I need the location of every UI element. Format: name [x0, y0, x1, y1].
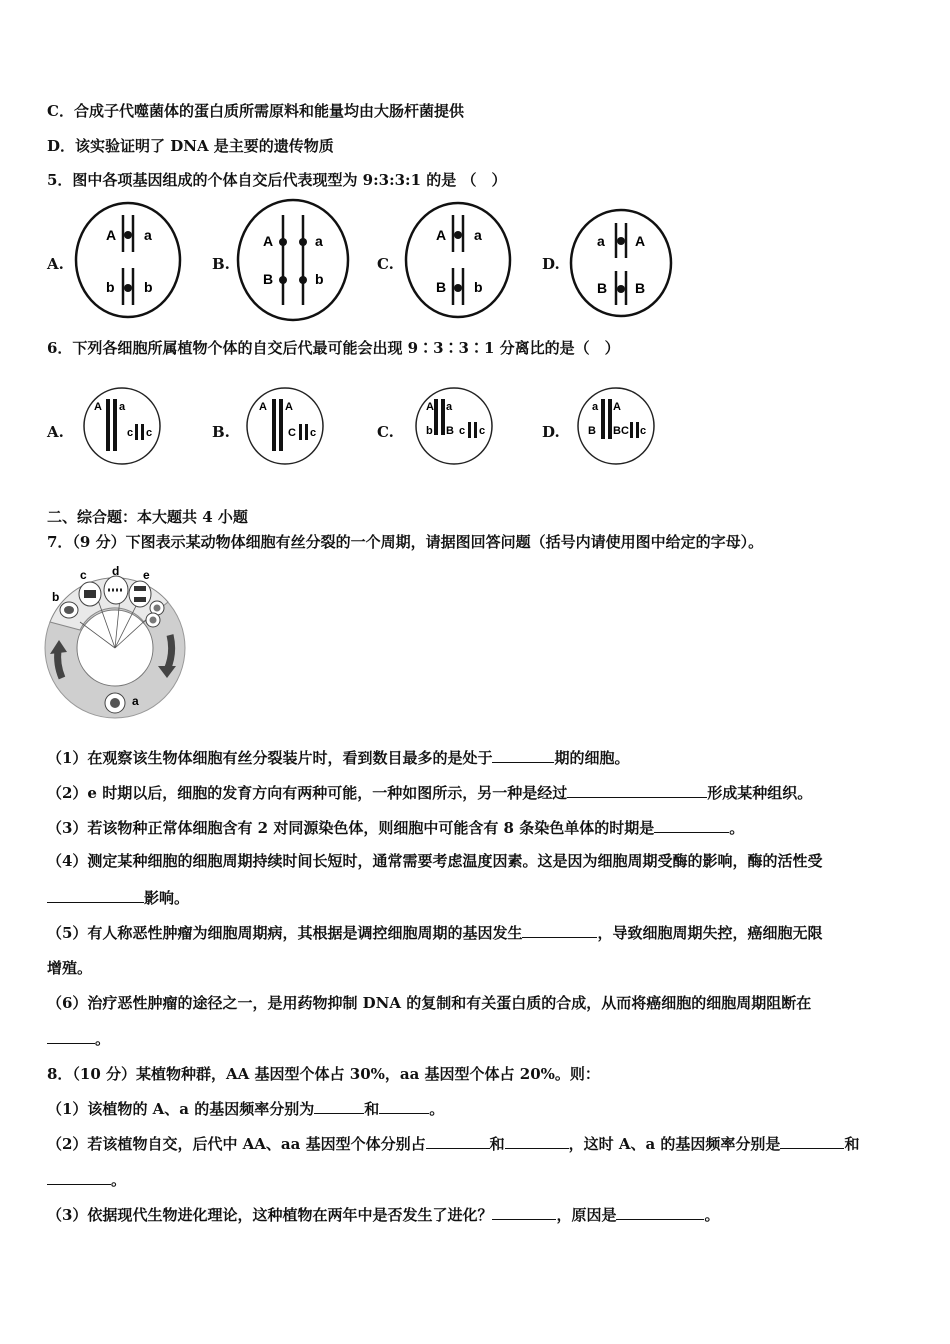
q5-d-bottom-left: B	[597, 280, 608, 296]
fig-label-b: b	[52, 590, 60, 604]
q7-sub6: （6）治疗恶性肿瘤的途径之一，是用药物抑制 DNA 的复制和有关蛋白质的合成，从而将癌细胞的细胞周期阻断在	[47, 994, 812, 1012]
q6-c-gene-5: c	[459, 425, 466, 437]
q5-option-d-label: D.	[542, 255, 560, 273]
q5-b-bottom-left: B	[263, 271, 274, 287]
fig-label-d: d	[112, 564, 120, 578]
q6-cell-c	[416, 388, 492, 464]
q4-option-c: C．合成子代噬菌体的蛋白质所需原料和能量均由大肠杆菌提供	[47, 102, 464, 120]
q5-a-bottom-right: b	[144, 279, 153, 295]
q6-d-gene-5: C	[621, 425, 629, 437]
q5-option-b-label: B.	[212, 255, 230, 273]
q7-sub4: （4）测定某种细胞的细胞周期持续时间长短时，通常需要考虑温度因素。这是因为细胞周期受酶的影响，酶的活性受	[47, 852, 823, 870]
q7-sub3: （3）若该物种正常体细胞含有 2 对同源染色体，则细胞中可能含有 8 条染色单体的时期是 。	[47, 819, 745, 837]
q6-c-gene-4: B	[446, 425, 454, 437]
q6-a-gene-3: c	[127, 427, 134, 439]
q6-stem: 6．下列各细胞所属植物个体的自交后代最可能会出现 9∶3∶3∶1 分离比的是（ ）	[47, 339, 620, 357]
q6-c-gene-2: a	[446, 401, 453, 413]
q5-a-top-right: a	[144, 227, 152, 243]
q6-c-gene-3: b	[426, 425, 433, 437]
fig-label-a: a	[132, 694, 139, 708]
q5-cell-b	[238, 200, 348, 320]
q5-a-bottom-left: b	[106, 279, 115, 295]
q5-c-bottom-right: b	[474, 279, 483, 295]
q5-cell-a	[76, 203, 180, 317]
q5-cell-d	[571, 210, 671, 316]
q8-sub2: （2）若该植物自交，后代中 AA、aa 基因型个体分别占 和 ，这时 A、a 的基因频率分别是 和	[47, 1135, 860, 1153]
q6-option-a-label: A.	[47, 423, 64, 441]
q5-figures	[0, 195, 950, 325]
q6-option-c-label: C.	[377, 423, 394, 441]
q6-option-d-label: D.	[542, 423, 560, 441]
q6-cell-d	[578, 388, 654, 464]
q5-d-top-left: a	[597, 233, 605, 249]
q6-a-gene-2: a	[119, 401, 126, 413]
q6-b-gene-2: A	[285, 401, 293, 413]
q7-sub1: （1）在观察该生物体细胞有丝分裂装片时，看到数目最多的是处于 期的细胞。	[47, 749, 630, 767]
q5-cell-c	[406, 203, 510, 317]
q6-b-gene-4: c	[310, 427, 317, 439]
q5-b-top-right: a	[315, 233, 323, 249]
cell-cycle-diagram	[40, 560, 200, 725]
q7-stem: 7．（9 分）下图表示某动物体细胞有丝分裂的一个周期，请据图回答问题（括号内请使用图中给定的字母）。	[47, 533, 764, 551]
q5-option-a-label: A.	[47, 255, 64, 273]
q4-option-d: D．该实验证明了 DNA 是主要的遗传物质	[47, 137, 334, 155]
q7-sub5: （5）有人称恶性肿瘤为细胞周期病，其根据是调控细胞周期的基因发生 ，导致细胞周期失控，癌细胞无限	[47, 924, 823, 942]
q8-sub3: （3）依据现代生物进化理论，这种植物在两年中是否发生了进化？ ，原因是 。	[47, 1206, 720, 1224]
q6-a-gene-1: A	[94, 401, 102, 413]
q6-d-gene-6: c	[640, 425, 647, 437]
q8-stem: 8．（10 分）某植物种群，AA 基因型个体占 30%，aa 基因型个体占 20%。则：	[47, 1065, 600, 1083]
q5-c-top-right: a	[474, 227, 482, 243]
q6-c-gene-6: c	[479, 425, 486, 437]
q6-cell-a	[84, 388, 160, 464]
q5-d-bottom-right: B	[635, 280, 646, 296]
q6-figures	[0, 380, 950, 475]
q5-stem: 5．图中各项基因组成的个体自交后代表现型为 9:3:3:1 的是 （ ）	[47, 171, 507, 189]
q6-b-gene-1: A	[259, 401, 267, 413]
q5-option-c-label: C.	[377, 255, 394, 273]
q8-sub1: （1）该植物的 A、a 的基因频率分别为 和 。	[47, 1100, 445, 1118]
q6-d-gene-1: a	[592, 401, 599, 413]
q5-c-top-left: A	[436, 227, 447, 243]
section-2-heading: 二、综合题：本大题共 4 小题	[47, 508, 248, 526]
q6-c-gene-1: A	[426, 401, 434, 413]
q8-sub2-cont: 。	[47, 1169, 126, 1190]
q5-d-top-right: A	[635, 233, 646, 249]
q6-b-gene-3: C	[288, 427, 296, 439]
q5-b-bottom-right: b	[315, 271, 324, 287]
q7-sub5-cont: 增殖。	[47, 959, 93, 977]
fig-label-c: c	[80, 568, 87, 582]
q6-d-gene-4: B	[613, 425, 621, 437]
q6-d-gene-3: B	[588, 425, 596, 437]
q6-a-gene-4: c	[146, 427, 153, 439]
q5-c-bottom-left: B	[436, 279, 447, 295]
q6-cell-b	[247, 388, 323, 464]
q7-sub6-cont: 。	[47, 1028, 110, 1049]
q7-sub2: （2）e 时期以后，细胞的发育方向有两种可能，一种如图所示，另一种是经过 形成某种组织。	[47, 784, 813, 802]
q6-option-b-label: B.	[212, 423, 230, 441]
q5-b-top-left: A	[263, 233, 274, 249]
fig-label-e: e	[143, 568, 150, 582]
q7-sub4-cont: 影响。	[47, 887, 189, 908]
q6-d-gene-2: A	[613, 401, 621, 413]
q5-a-top-left: A	[106, 227, 117, 243]
